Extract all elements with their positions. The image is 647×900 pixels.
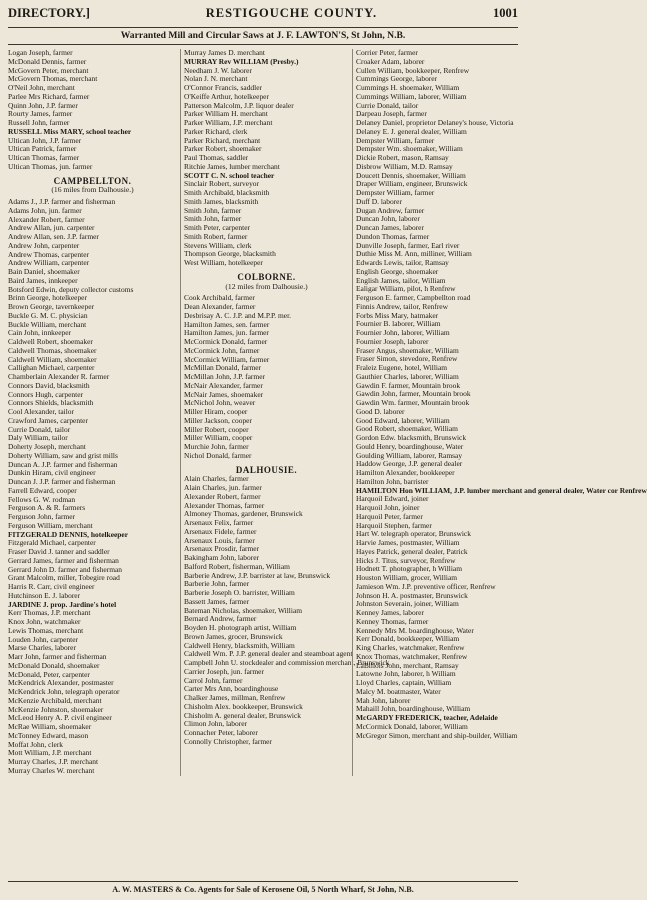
list-item: Hamilton Alexander, bookkeeper xyxy=(356,468,455,477)
list-item: McNair Alexander, farmer xyxy=(184,380,263,390)
list-item: Bateman Nicholas, shoemaker, William xyxy=(184,605,303,615)
list-item: Ultican John, J.P. farmer xyxy=(8,135,82,145)
list-item: Louden John, carpenter xyxy=(8,634,79,644)
list-item: Chisholm Alex. bookkeeper, Brunswick xyxy=(184,701,303,711)
list-item: Ferguson A. & R. farmers xyxy=(8,503,86,513)
list-col3 xyxy=(356,48,647,740)
list-item: Fraleiz Eugene, hotel, William xyxy=(356,363,448,372)
list-item: Hart W. telegraph operator, Brunswick xyxy=(356,529,471,539)
list-item: Murchie John, farmer xyxy=(184,442,249,451)
list-item: Dempster Wm. shoemaker, William xyxy=(356,144,463,154)
list-item: Nichol Donald, farmer xyxy=(184,450,252,460)
advert-banner: Warranted Mill and Circular Saws at J. F. LAWTON'S, St John, N.B. xyxy=(8,27,518,45)
list-item: Mott William, J.P. merchant xyxy=(8,748,92,758)
list-item: Arsenaux Fidele, farmer xyxy=(184,526,257,536)
list-item: Ultican Patrick, farmer xyxy=(8,144,77,154)
column-1 xyxy=(8,49,180,776)
list-item: West William, hotelkeeper xyxy=(184,258,263,267)
header-left: DIRECTORY.] xyxy=(8,6,90,20)
list-item: Marr John, farmer and fisherman xyxy=(8,652,107,661)
list-item: Good Robert, shoemaker, William xyxy=(356,424,458,434)
section-title-dalhousie: DALHOUSIE. xyxy=(235,464,298,475)
section-subtitle-campbellton: (16 miles from Dalhousie.) xyxy=(51,185,134,195)
list-item: Hamilton John, barrister xyxy=(356,476,429,486)
list-item: Carter Mrs Ann, boardinghouse xyxy=(184,684,279,694)
list-item: Smith Archibald, blacksmith xyxy=(184,188,270,197)
list-item: Miller Jackson, cooper xyxy=(184,415,252,425)
list-item: Bassett James, farmer xyxy=(184,596,250,606)
list-item: Kenney James, laborer xyxy=(356,608,424,617)
list-item: Ferguson E. farmer, Campbellton road xyxy=(356,293,471,302)
list-item: Bernard Andrew, farmer xyxy=(184,614,257,624)
list-item: Fitzgerald Michael, carpenter xyxy=(8,538,96,548)
list-item: Dean Alexander, farmer xyxy=(184,302,256,311)
list-item: Hayes Patrick, general dealer, Patrick xyxy=(356,546,468,556)
list-item: Smith Robert, farmer xyxy=(184,231,248,241)
list-colborne xyxy=(184,294,349,460)
list-item: Adams John, jun. farmer xyxy=(8,205,82,215)
list-item: Boyden H. photograph artist, William xyxy=(184,623,297,632)
list-item: O'Connor Francis, saddler xyxy=(184,83,262,92)
list-item: Goulding William, laborer, Ramsay xyxy=(356,450,463,460)
list-item: Campbell John U. stockdealer and commission merchant, Brunswick xyxy=(184,658,390,667)
list-item: McRae William, shoemaker xyxy=(8,722,92,731)
list-item: Corrier Peter, farmer xyxy=(356,48,418,57)
list-item: Bakingham John, laborer xyxy=(184,553,259,562)
list-item: Cain John, innkeeper xyxy=(8,328,71,338)
list-item: Good D. laborer xyxy=(356,406,405,416)
list-item: Needham J. W. laborer xyxy=(184,65,252,75)
list-item: Dunkin Hiram, civil engineer xyxy=(8,468,96,478)
list-item: Arsenaux Louis, farmer xyxy=(184,535,255,545)
list-item: Miller William, cooper xyxy=(184,433,253,443)
list-item: Cook Archibald, farmer xyxy=(184,293,255,303)
list-item: Baird James, innkeeper xyxy=(8,275,78,285)
list-item: Hamilton James, sen. farmer xyxy=(184,319,270,329)
list-item: McDonald Donald, shoemaker xyxy=(8,660,100,670)
list-item: Paul Thomas, saddler xyxy=(184,153,249,162)
list-item: Andrew Allan, jun. carpenter xyxy=(8,223,95,233)
list-item: Connolly Christopher, farmer xyxy=(184,736,272,746)
list-item: McCormick Donald, farmer xyxy=(184,337,268,346)
list-item: Fraser Simon, stevedore, Renfrew xyxy=(356,354,458,364)
list-item: Dempster William, farmer xyxy=(356,135,435,145)
list-item: Murray James D. merchant xyxy=(184,48,265,57)
list-item: Gould Henry, boardinghouse, Water xyxy=(356,441,464,451)
directory-columns xyxy=(8,48,647,776)
list-top-col1 xyxy=(8,49,177,172)
list-item: Smith Peter, carpenter xyxy=(184,223,250,232)
list-item: LaBillois John, merchant, Ramsay xyxy=(356,660,459,670)
section-title-campbellton: CAMPBELLTON. xyxy=(53,175,132,186)
list-item: O'Neil John, merchant xyxy=(8,83,75,92)
list-item: Arsenaux Felix, farmer xyxy=(184,518,254,527)
list-item: Moffat John, clerk xyxy=(8,739,64,749)
list-item: Kenney Thomas, farmer xyxy=(356,616,429,626)
list-item: Currie Donald, tailor xyxy=(8,424,71,434)
list-item: Duncan John, laborer xyxy=(356,214,420,224)
list-item: Dempster William, farmer xyxy=(356,188,435,197)
list-item: McLeod Henry A. P. civil engineer xyxy=(8,713,112,723)
list-item: Barberie Joseph O. barrister, William xyxy=(184,588,295,597)
list-item: Brown James, grocer, Brunswick xyxy=(184,631,283,641)
list-item: Smith James, blacksmith xyxy=(184,196,259,206)
list-item: Good Edward, laborer, William xyxy=(356,415,450,425)
list-item: Quinn John, J.P. farmer xyxy=(8,100,78,110)
list-item: Buckle G. M. C. physician xyxy=(8,310,88,320)
list-item: Haddow George, J.P. general dealer xyxy=(356,459,463,469)
list-item: Johnson H. A. postmaster, Brunswick xyxy=(356,590,468,600)
list-item: Chisholm A. general dealer, Brunswick xyxy=(184,710,302,720)
list-item: Harquoil Edward, joiner xyxy=(356,494,429,504)
list-item: Farrell Edward, cooper xyxy=(8,485,77,495)
list-item: Knox Thomas, watchmaker, Renfrew xyxy=(356,651,468,661)
list-item: Knox John, watchmaker xyxy=(8,617,81,626)
list-item: Alexander Robert, farmer xyxy=(184,491,261,501)
list-item: Andrew John, carpenter xyxy=(8,240,80,250)
list-item: McNichol John, weaver xyxy=(184,398,256,408)
list-item: Chalker James, millman, Renfrew xyxy=(184,693,286,702)
list-item: Murray Charles W. merchant xyxy=(8,765,95,775)
list-item: Gordon Edw. blacksmith, Brunswick xyxy=(356,433,467,442)
list-item: Dundon Thomas, farmer xyxy=(356,231,430,241)
list-item: Connors Hugh, carpenter xyxy=(8,389,83,399)
list-item: English James, tailor, William xyxy=(356,275,446,285)
list-item: HAMILTON Hon WILLIAM, J.P. lumber merchant and general dealer, Water cor Renfrew xyxy=(356,485,647,495)
list-item: Darpeau Joseph, farmer xyxy=(356,109,427,119)
list-item: Murray Charles, J.P. merchant xyxy=(8,757,99,766)
list-item: Johnston Severain, joiner, William xyxy=(356,599,459,609)
list-item: Currie Donald, tailor xyxy=(356,100,419,110)
list-item: Ultican Thomas, farmer xyxy=(8,153,80,162)
list-top-col2 xyxy=(184,49,349,268)
list-item: Sinclair Robert, surveyor xyxy=(184,179,259,189)
list-item: Hamilton James, jun. farmer xyxy=(184,328,269,338)
list-item: Marse Charles, laborer xyxy=(8,643,76,653)
list-item: Ealigar William, pilot, h Renfrew xyxy=(356,284,456,294)
list-item: Dugan Andrew, farmer xyxy=(356,205,425,215)
list-item: King Charles, watchmaker, Renfrew xyxy=(356,643,465,652)
list-item: Connors Shields, blacksmith xyxy=(8,398,94,408)
list-item: Forbs Miss Mary, hatmaker xyxy=(356,310,439,320)
list-item: Hicks J. Titus, surveyor, Renfrew xyxy=(356,555,456,565)
list-item: Mah John, laborer xyxy=(356,695,411,705)
list-item: Chamberlain Alexander R. farmer xyxy=(8,372,110,381)
list-item: Delaney Daniel, proprietor Delaney's house, Victoria xyxy=(356,118,514,127)
list-item: Finnis Andrew, tailor, Renfrew xyxy=(356,301,448,311)
list-item: Caldwell Thomas, shoemaker xyxy=(8,345,97,355)
list-item: McMillan Donald, farmer xyxy=(184,363,262,373)
list-item: Botsford Edwin, deputy collector customs xyxy=(8,284,134,294)
list-item: Andrew William, carpenter xyxy=(8,258,90,268)
list-item: Cool Alexander, tailor xyxy=(8,407,75,416)
list-item: Buckle William, merchant xyxy=(8,319,87,329)
list-item: Malcy M. boatmaster, Water xyxy=(356,686,441,696)
list-item: Cullen William, bookkeeper, Renfrew xyxy=(356,65,470,75)
list-item: Duncan James, laborer xyxy=(356,223,424,232)
list-item: McCormick William, farmer xyxy=(184,354,270,364)
list-item: Stevens William, clerk xyxy=(184,240,252,250)
list-item: McDonald, Peter, carpenter xyxy=(8,669,90,679)
list-item: Desbrisay A. C. J.P. and M.P.P. mer. xyxy=(184,310,292,320)
list-item: MURRAY Rev WILLIAM (Presby.) xyxy=(184,56,299,66)
page-header xyxy=(8,6,518,24)
list-item: McKendrick John, telegraph operator xyxy=(8,687,120,696)
list-item: Lewis Thomas, merchant xyxy=(8,625,84,635)
list-item: Cummings William, laborer, William xyxy=(356,91,467,101)
list-item: Barberie Andrew, J.P. barrister at law, Brunswick xyxy=(184,570,331,580)
list-item: Houston William, grocer, William xyxy=(356,573,458,582)
list-item: Andrew Thomas, carpenter xyxy=(8,249,90,259)
list-item: Jamieson Wm. J.P. preventive officer, Renfrew xyxy=(356,581,496,591)
list-item: Harquoil Peter, farmer xyxy=(356,511,423,521)
list-item: Doherty Joseph, merchant xyxy=(8,442,86,451)
list-item: Rourty James, farmer xyxy=(8,109,73,119)
list-item: FITZGERALD DENNIS, hotelkeeper xyxy=(8,529,129,539)
list-item: Gawdin Wm. farmer, Mountain brook xyxy=(356,398,470,407)
list-item: Cummings George, laborer xyxy=(356,74,438,84)
list-item: Kerr Donald, bookkeeper, William xyxy=(356,634,460,644)
list-item: McGovern Thomas, merchant xyxy=(8,74,98,84)
list-item: Fournier John, laborer, William xyxy=(356,328,450,337)
list-item: Patterson Malcolm, J.P. liquor dealer xyxy=(184,100,294,110)
list-item: Harquoil John, joiner xyxy=(356,503,420,512)
list-item: Adams J., J.P. farmer and fisherman xyxy=(8,197,116,206)
list-item: Ferguson William, merchant xyxy=(8,520,93,530)
footer-advert: A. W. MASTERS & Co. Agents for Sale of Kerosene Oil, 5 North Wharf, St John, N.B. xyxy=(8,881,518,894)
list-item: Bain Daniel, shoemaker xyxy=(8,267,80,276)
list-item: Brinn George, hotelkeeper xyxy=(8,293,87,303)
list-item: Draper William, engineer, Brunswick xyxy=(356,179,468,189)
list-item: Latowne John, laborer, h William xyxy=(356,669,456,679)
list-item: Nolan J. N. merchant xyxy=(184,74,248,84)
list-item: Smith John, farmer xyxy=(184,205,242,215)
list-item: McGARDY FREDERICK, teacher, Adelaide xyxy=(356,713,498,722)
list-item: Connors David, blacksmith xyxy=(8,380,90,390)
page-number: 1001 xyxy=(492,6,518,20)
list-item: Caldwell Robert, shoemaker xyxy=(8,337,93,346)
list-item: McCormick Donald, laborer, William xyxy=(356,721,468,731)
list-item: Miller Hiram, cooper xyxy=(184,407,248,416)
list-item: Parker Robert, shoemaker xyxy=(184,144,262,154)
list-item: Doucett Dennis, shoemaker, William xyxy=(356,170,466,180)
list-item: Dickie Robert, mason, Ramsay xyxy=(356,153,449,162)
list-item: Caldwell William, shoemaker xyxy=(8,354,97,364)
list-item: O'Keiffe Arthur, hotelkeeper xyxy=(184,91,269,101)
list-item: Lloyd Charles, captain, William xyxy=(356,678,452,687)
list-item: Duncan J. J.P. farmer and fisherman xyxy=(8,477,116,486)
column-3 xyxy=(352,48,647,776)
list-item: Arsenaux Prosdir, farmer xyxy=(184,544,260,554)
list-item: Thompson George, blacksmith xyxy=(184,249,276,259)
list-item: English George, shoemaker xyxy=(356,266,439,276)
list-item: Almoney Thomas, gardener, Brunswick xyxy=(184,509,303,519)
list-item: Hutchinson E. J. laborer xyxy=(8,590,81,600)
list-item: Daly William, tailor xyxy=(8,433,68,443)
list-item: Barberie John, farmer xyxy=(184,579,250,589)
header-county: RESTIGOUCHE COUNTY. xyxy=(205,6,378,20)
list-item: Ritchie James, lumber merchant xyxy=(184,161,280,171)
list-item: RUSSELL Miss MARY, school teacher xyxy=(8,126,132,136)
list-item: McKenzie Archibald, merchant xyxy=(8,695,102,705)
list-item: Croaker Adam, laborer xyxy=(356,56,425,66)
list-item: Parker William H. merchant xyxy=(184,109,268,119)
section-title-colborne: COLBORNE. xyxy=(237,271,296,282)
section-subtitle-colborne: (12 miles from Dalhousie.) xyxy=(225,281,308,291)
list-item: Gerrard James, farmer and fisherman xyxy=(8,555,119,565)
list-item: Disbrow William, M.D. Ramsay xyxy=(356,161,453,171)
list-item: Doherty William, saw and grist mills xyxy=(8,450,118,460)
list-item: Duff D. laborer xyxy=(356,196,402,206)
list-item: Hodnett T. photographer, h William xyxy=(356,564,462,574)
list-item: Gawdin F. farmer, Mountain brook xyxy=(356,380,461,390)
list-item: Russell John, farmer xyxy=(8,118,70,127)
list-item: Carrol John, farmer xyxy=(184,675,243,685)
list-item: Harvie James, postmaster, William xyxy=(356,538,460,547)
list-item: JARDINE J. prop. Jardine's hotel xyxy=(8,599,117,609)
list-item: Crawford James, carpenter xyxy=(8,415,88,425)
list-item: Alain Charles, farmer xyxy=(184,474,249,484)
list-item: Ultican Thomas, jun. farmer xyxy=(8,161,93,171)
list-item: Alexander Robert, farmer xyxy=(8,214,85,224)
list-item: McGregor Simon, merchant and ship-builder, William xyxy=(356,730,518,740)
list-item: Caldwell Wm. P. J.P. general dealer and steamboat agent xyxy=(184,649,353,659)
list-item: McTonney Edward, mason xyxy=(8,730,89,740)
list-item: Connacher Peter, laborer xyxy=(184,728,258,737)
list-item: Grant Malcolm, miller, Tobegire road xyxy=(8,573,120,583)
list-item: Mahaill John, boardinghouse, William xyxy=(356,704,471,714)
list-item: McKendrick Alexander, postmaster xyxy=(8,678,114,688)
list-item: Dunville Joseph, farmer, Earl river xyxy=(356,240,460,250)
list-item: Gauthier Charles, laborer, William xyxy=(356,371,459,381)
list-item: McNair James, shoemaker xyxy=(184,389,264,399)
list-item: Alain Charles, jun. farmer xyxy=(184,483,262,492)
list-item: Fellows G. W. rodman xyxy=(8,494,76,504)
list-item: Carrier Joseph, jun. farmer xyxy=(184,666,264,676)
list-item: Kerr Thomas, J.P. merchant xyxy=(8,608,91,618)
list-item: Fournier Joseph, laborer xyxy=(356,336,429,346)
list-item: SCOTT C. N. school teacher xyxy=(184,170,275,180)
list-item: Andrew Allan, sen. J.P. farmer xyxy=(8,232,99,241)
list-item: McGovern Peter, merchant xyxy=(8,65,89,75)
list-item: Ferguson John, farmer xyxy=(8,512,75,521)
list-item: Fraser David J. tanner and saddler xyxy=(8,547,110,556)
list-item: Miller Robert, cooper xyxy=(184,424,249,434)
list-item: Fraser Angus, shoemaker, William xyxy=(356,345,459,355)
list-item: Fournier B. laborer, William xyxy=(356,319,441,329)
list-item: Harris R. Carr, civil engineer xyxy=(8,582,95,591)
list-item: McCormick John, farmer xyxy=(184,345,260,355)
list-item: Smith John, farmer xyxy=(184,214,242,224)
list-item: Parker William, J.P. merchant xyxy=(184,118,273,127)
list-item: Gawdin John, farmer, Mountain brook xyxy=(356,389,471,399)
list-item: Callighan Michael, carpenter xyxy=(8,363,95,373)
list-item: Harquoil Stephen, farmer xyxy=(356,520,432,530)
list-item: Balford Robert, fisherman, William xyxy=(184,561,290,571)
list-item: McMillan John, J.P. farmer xyxy=(184,372,265,381)
list-item: Cummings H. shoemaker, William xyxy=(356,83,460,92)
list-item: Duthie Miss M. Ann, milliner, William xyxy=(356,249,472,259)
list-campbellton xyxy=(8,198,177,776)
list-item: Parker Richard, clerk xyxy=(184,126,248,136)
list-item: Parker Richard, merchant xyxy=(184,135,261,145)
list-item: Alexander Thomas, farmer xyxy=(184,500,265,510)
list-item: Climon John, laborer xyxy=(184,719,248,729)
list-item: Duncan A. J.P. farmer and fisherman xyxy=(8,459,118,469)
list-item: Parlee Mrs Richard, farmer xyxy=(8,91,90,101)
list-item: Brown George, tavernkeeper xyxy=(8,302,94,311)
list-item: Edwards Lewis, tailor, Ramsay xyxy=(356,258,449,267)
list-item: McDonald Dennis, farmer xyxy=(8,56,87,66)
list-item: Gerrard John D. farmer and fisherman xyxy=(8,564,122,574)
list-item: McKenzie Johnston, shoemaker xyxy=(8,704,104,714)
list-item: Delaney E. J. general dealer, William xyxy=(356,126,467,136)
list-item: Caldwell Henry, blacksmith, William xyxy=(184,640,295,650)
list-item: Kennedy Mrs M. boardinghouse, Water xyxy=(356,625,474,635)
list-item: Logan Joseph, farmer xyxy=(8,48,73,57)
